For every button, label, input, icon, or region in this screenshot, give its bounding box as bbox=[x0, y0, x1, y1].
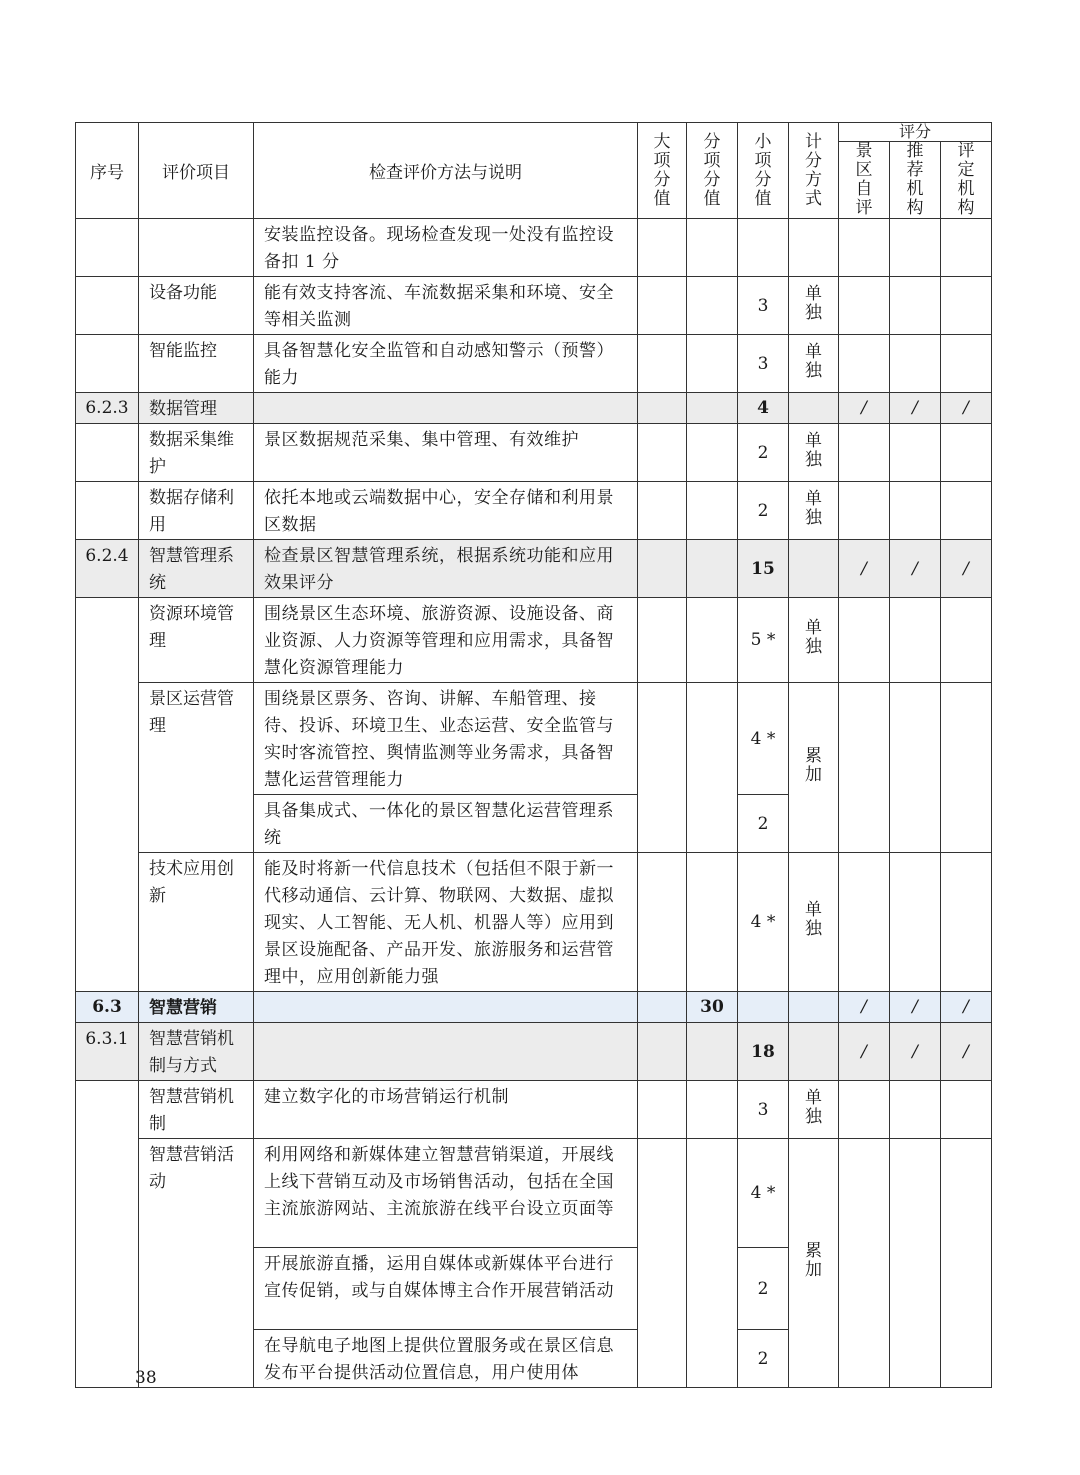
table-row bbox=[76, 1139, 992, 1248]
row-score: 2 bbox=[738, 1330, 789, 1388]
row-desc: 围绕景区票务、咨询、讲解、车船管理、接待、投诉、环境卫生、业态运营、安全监管与实时客流管控、舆情监测等业务需求，具备智慧化运营管理能力 bbox=[254, 683, 638, 795]
row-desc: 能及时将新一代信息技术（包括但不限于新一代移动通信、云计算、物联网、大数据、虚拟现实、人工智能、无人机、机器人等）应用到景区设施配备、产品开发、旅游服务和运营管理中，应用创新能力强 bbox=[254, 853, 638, 992]
row-score: 4 * bbox=[738, 853, 789, 992]
row-method: 累加 bbox=[805, 745, 822, 785]
row-desc: 安装监控设备。现场检查发现一处没有监控设备扣 1 分 bbox=[254, 219, 638, 277]
row-desc: 利用网络和新媒体建立智慧营销渠道，开展线上线下营销互动及市场销售活动，包括在全国主流旅游网站、主流旅游在线平台设立页面等 bbox=[254, 1139, 638, 1248]
row-score: 3 bbox=[738, 277, 789, 335]
row-item: 智慧营销 bbox=[139, 992, 254, 1023]
row-item: 资源环境管理 bbox=[139, 598, 254, 683]
row-desc: 开展旅游直播，运用自媒体或新媒体平台进行宣传促销，或与自媒体博主合作开展营销活动 bbox=[254, 1248, 638, 1330]
row-method: 单独 bbox=[805, 900, 822, 939]
header-seq: 序号 bbox=[76, 123, 139, 219]
table-row bbox=[76, 1081, 992, 1139]
row-item: 智慧营销机制与方式 bbox=[139, 1023, 254, 1081]
section-row bbox=[76, 393, 992, 424]
row-assess: / bbox=[941, 540, 992, 598]
row-assess: / bbox=[941, 992, 992, 1023]
row-desc: 依托本地或云端数据中心，安全存储和利用景区数据 bbox=[254, 482, 638, 540]
row-desc: 围绕景区生态环境、旅游资源、设施设备、商业资源、人力资源等管理和应用需求，具备智慧化资源管理能力 bbox=[254, 598, 638, 683]
row-recommend: / bbox=[890, 540, 941, 598]
row-method: 单独 bbox=[805, 283, 822, 323]
table-row bbox=[76, 683, 992, 795]
row-item: 景区运营管理 bbox=[139, 683, 254, 853]
section-row bbox=[76, 540, 992, 598]
header-item: 评价项目 bbox=[139, 123, 254, 219]
section-row bbox=[76, 1023, 992, 1081]
row-desc: 建立数字化的市场营销运行机制 bbox=[254, 1081, 638, 1139]
row-method: 单独 bbox=[805, 341, 822, 381]
row-method: 累加 bbox=[805, 1241, 822, 1280]
row-desc: 具备智慧化安全监管和自动感知警示（预警）能力 bbox=[254, 335, 638, 393]
header-big-score: 大项分值 bbox=[653, 131, 671, 209]
row-self-eval: / bbox=[839, 540, 890, 598]
row-item: 技术应用创新 bbox=[139, 853, 254, 992]
section-row bbox=[76, 992, 992, 1023]
row-item: 数据采集维护 bbox=[139, 424, 254, 482]
row-score: 2 bbox=[738, 1248, 789, 1330]
row-item: 智能监控 bbox=[139, 335, 254, 393]
row-score: 18 bbox=[738, 1023, 789, 1081]
row-seq: 6.3.1 bbox=[76, 1023, 139, 1081]
table-row bbox=[76, 335, 992, 393]
row-seq: 6.3 bbox=[76, 992, 139, 1023]
page-number: 38 bbox=[135, 1368, 157, 1388]
row-item: 智慧营销机制 bbox=[139, 1081, 254, 1139]
row-score: 5 * bbox=[738, 598, 789, 683]
evaluation-table bbox=[75, 122, 992, 1388]
row-seq: 6.2.4 bbox=[76, 540, 139, 598]
row-score: 2 bbox=[738, 482, 789, 540]
row-method: 单独 bbox=[805, 618, 822, 657]
header-scoring-method: 计分方式 bbox=[805, 131, 822, 209]
row-item: 智慧营销活动 bbox=[139, 1139, 254, 1388]
row-score: 3 bbox=[738, 1081, 789, 1139]
row-score: 2 bbox=[738, 424, 789, 482]
table-row bbox=[76, 598, 992, 683]
row-self-eval: / bbox=[839, 393, 890, 424]
row-desc: 检查景区智慧管理系统，根据系统功能和应用效果评分 bbox=[254, 540, 638, 598]
row-score: 4 * bbox=[738, 683, 789, 795]
row-desc: 景区数据规范采集、集中管理、有效维护 bbox=[254, 424, 638, 482]
header-method: 检查评价方法与说明 bbox=[254, 123, 638, 219]
header-recommend: 推荐机构 bbox=[906, 141, 924, 218]
row-seq: 6.2.3 bbox=[76, 393, 139, 424]
row-method: 单独 bbox=[805, 430, 822, 470]
row-score: 3 bbox=[738, 335, 789, 393]
header-self-eval: 景区自评 bbox=[855, 141, 873, 218]
row-desc: 能有效支持客流、车流数据采集和环境、安全等相关监测 bbox=[254, 277, 638, 335]
row-recommend: / bbox=[890, 393, 941, 424]
row-method: 单独 bbox=[805, 1087, 822, 1127]
row-recommend: / bbox=[890, 1023, 941, 1081]
row-score: 2 bbox=[738, 795, 789, 853]
row-score: 4 * bbox=[738, 1139, 789, 1248]
row-assess: / bbox=[941, 393, 992, 424]
table-row bbox=[76, 277, 992, 335]
row-item: 数据管理 bbox=[139, 393, 254, 424]
row-item: 设备功能 bbox=[139, 277, 254, 335]
row-self-eval: / bbox=[839, 992, 890, 1023]
row-score: 4 bbox=[738, 393, 789, 424]
row-item: 智慧管理系统 bbox=[139, 540, 254, 598]
row-method: 单独 bbox=[805, 488, 822, 528]
header-rating: 评分 bbox=[839, 123, 992, 142]
row-self-eval: / bbox=[839, 1023, 890, 1081]
table-row bbox=[76, 482, 992, 540]
header-assess: 评定机构 bbox=[957, 141, 975, 218]
header-small-score: 小项分值 bbox=[754, 131, 772, 209]
row-desc: 在导航电子地图上提供位置服务或在景区信息发布平台提供活动位置信息，用户使用体 bbox=[254, 1330, 638, 1388]
table-row bbox=[76, 853, 992, 992]
header-sub-score: 分项分值 bbox=[703, 131, 721, 209]
row-recommend: / bbox=[890, 992, 941, 1023]
row-sub-score: 30 bbox=[687, 992, 738, 1023]
row-item: 数据存储利用 bbox=[139, 482, 254, 540]
row-score: 15 bbox=[738, 540, 789, 598]
table-row bbox=[76, 424, 992, 482]
table-row bbox=[76, 219, 992, 277]
row-desc: 具备集成式、一体化的景区智慧化运营管理系统 bbox=[254, 795, 638, 853]
row-assess: / bbox=[941, 1023, 992, 1081]
